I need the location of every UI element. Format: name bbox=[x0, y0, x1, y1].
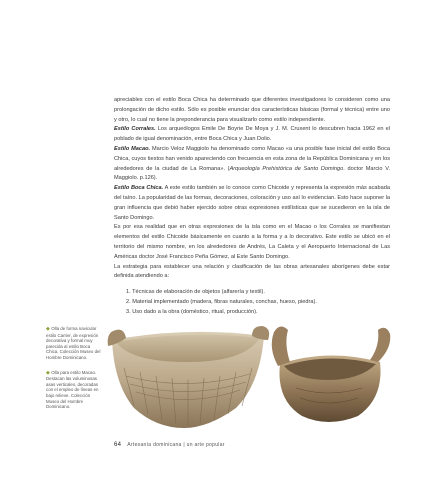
heading-macao: Estilo Macao. bbox=[114, 145, 151, 152]
heading-corrales: Estilo Corrales. bbox=[114, 126, 156, 133]
running-title: Artesanía dominicana | un arte popular bbox=[127, 442, 225, 448]
caption-macao-pot bbox=[46, 370, 102, 410]
main-text-column bbox=[114, 96, 390, 318]
page-number: 64 bbox=[114, 442, 122, 448]
criteria-list bbox=[114, 288, 390, 317]
navicular-pot-photo bbox=[104, 322, 272, 434]
text-macao: Marcio Veloz Maggiolo ha denominado como Macao «a una posible fase inicial del estilo Boca Chica, cuyos tiestos han venido apareciendo con frecuencia en esta zona de la República Dominicana y en los alrededores de la ciudad de La Romana». ( bbox=[114, 145, 391, 172]
text-boca-chica: A este estilo también se lo conoce como Chicoide y representa la expresión más acabada del taíno. La popularidad de las formas, decoraciones, coloración y uso así lo evidencian. Esto hace suponer la gran influencia que debió haber ejercido sobre otras expresiones estilísticas que se sucedieron en la isla de Santo Domingo. bbox=[114, 185, 390, 221]
text-corrales: Los arqueólogos Emile De Boyrie De Moya y J. M. Cruxent lo descubren hacia 1962 en el poblado de igual denominación, entre Boca Chica y Juan Dolio. bbox=[114, 126, 390, 143]
caption-text: Olla de forma navicular estilo Carrier, de expresión decorativa y formal muy parecida al estilo Boca Chica. Colección Museo del Hombre Dominicano. bbox=[46, 326, 101, 360]
citation-tail: . doctor Marcio V. Maggiolo. p.126). bbox=[114, 165, 390, 182]
citation-title: Arqueología Prehistórica de Santo Domingo bbox=[229, 165, 344, 172]
macao-pot-photo bbox=[262, 318, 396, 428]
list-item: 2. Material implementado (madera, fibras naturales, conchas, hueso, piedra). bbox=[126, 298, 317, 305]
paragraph-macao bbox=[114, 145, 390, 184]
list-item: 3. Uso dado a la obra (doméstico, ritual, producción). bbox=[126, 308, 258, 315]
paragraph-boca-chica bbox=[114, 184, 390, 223]
paragraph-corrales bbox=[114, 125, 390, 145]
paragraph-strategy: La estrategia para establecer una relación y clasificación de las obras artesanales aborígenes debe estar definida atendiendo a: bbox=[114, 263, 390, 280]
caption-text: Olla para estilo Macao. Destacan las voluminosas asas verticales, decoradas con el empleo de líneas en bajo relieve. Colección Museo del Hombre Dominicano. bbox=[46, 369, 99, 410]
arrow-right-icon: ◆ bbox=[46, 326, 52, 332]
caption-navicular-pot bbox=[46, 326, 102, 361]
page-footer bbox=[114, 442, 225, 448]
paragraph-chicoide: Es por esa realidad que en otras expresiones de la isla como en el Macao o los Corrales se manifiestan elementos del estilo Chicoide básicamente en cuanto a la forma y a lo decorativo. Este estilo se ubicó en el territorio del mismo nombre, en los alrededores de Andrés, La Caleta y el Aeropuerto Internacional de Las Américas doctor José Francisco Peña Gómez, al Este Santo Domingo. bbox=[114, 224, 390, 260]
heading-boca-chica: Estilo Boca Chica. bbox=[114, 185, 164, 192]
list-item: 1. Técnicas de elaboración de objetos (alfarería y textil). bbox=[126, 289, 265, 296]
photo-captions bbox=[46, 326, 102, 419]
paragraph-intro: apreciables con el estilo Boca Chica ha determinado que diferentes investigadores lo consideren como una prolongación de dicho estilo. Sólo es posible enunciar dos características básicas (formal y técnica) entre uno y otro, lo cual no tiene la preponderancia para visualizarlo como estilo independiente. bbox=[114, 97, 390, 123]
arrow-right-icon: ◆ bbox=[46, 369, 52, 376]
